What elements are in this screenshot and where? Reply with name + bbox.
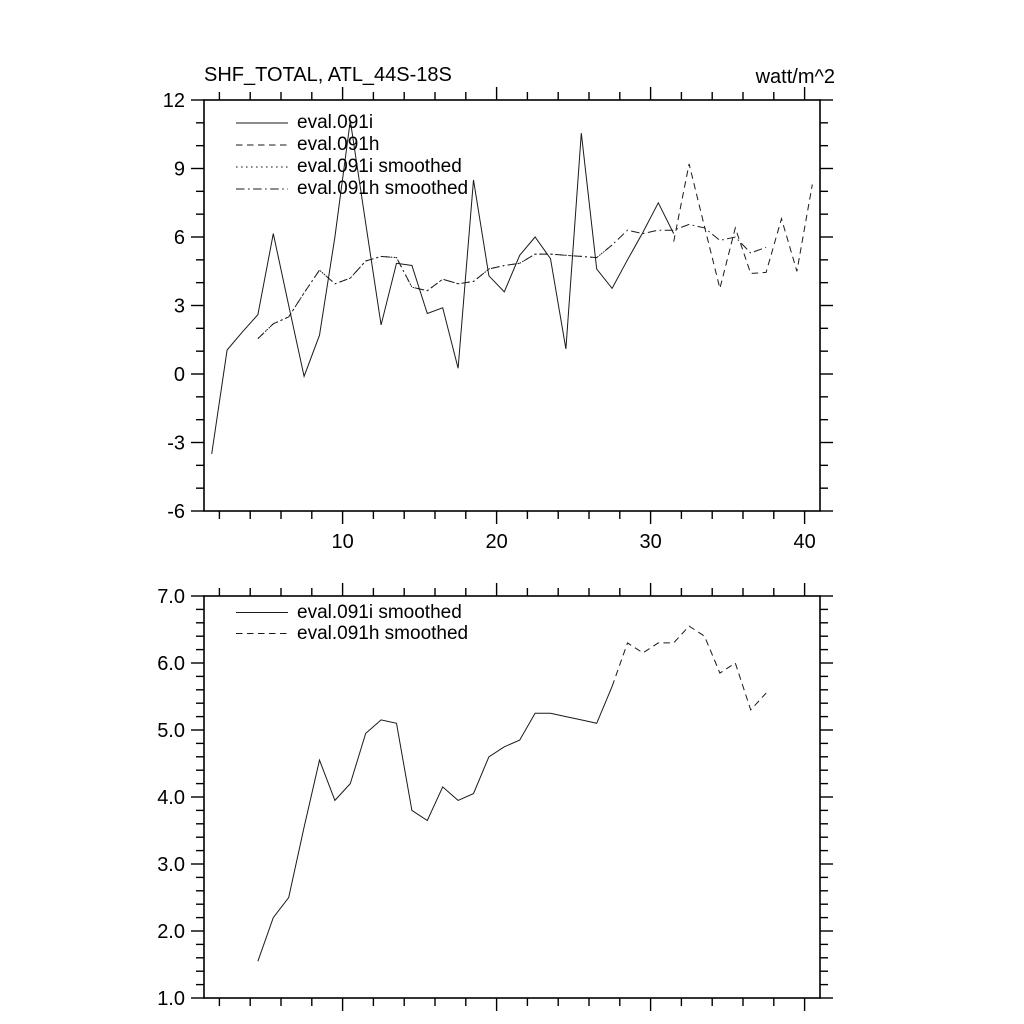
top-chart-y-tick-label: -3 — [167, 432, 185, 455]
bottom-chart-series-eval-091i-smoothed — [258, 686, 612, 961]
top-chart-y-tick-label: -6 — [167, 501, 185, 523]
top-chart-ticks — [191, 87, 833, 524]
top-chart-x-tick-label: 30 — [639, 531, 662, 553]
top-chart-y-tick-label: 12 — [162, 90, 185, 112]
top-chart-series-eval-091i-smoothed — [258, 245, 612, 339]
bottom-chart-border — [204, 596, 820, 998]
bottom-chart-y-tick-label: 7.0 — [157, 586, 185, 608]
top-chart-unit-label: watt/m^2 — [755, 66, 835, 88]
legend-label-eval091i: eval.091i — [297, 112, 374, 133]
bottom-chart-legend — [297, 602, 468, 644]
top-chart-legend-samples — [236, 123, 288, 189]
legend-label-eval091i-smoothed: eval.091i smoothed — [297, 156, 462, 177]
top-chart-title: SHF_TOTAL, ATL_44S-18S — [204, 64, 452, 86]
top-chart-x-tick-label: 40 — [793, 531, 816, 553]
top-chart-legend — [297, 112, 468, 200]
top-chart-x-tick-label: 20 — [485, 531, 508, 553]
bottom-chart-y-tick-label: 4.0 — [157, 787, 185, 809]
top-chart-y-tick-label: 6 — [173, 227, 185, 249]
legend-label-eval091h-smoothed: eval.091h smoothed — [297, 178, 469, 199]
legend-label-eval091h-smoothed: eval.091h smoothed — [297, 623, 469, 644]
top-chart-x-tick-label: 10 — [331, 531, 354, 553]
bottom-chart-y-tick-label: 1.0 — [157, 988, 185, 1010]
top-chart — [163, 87, 833, 553]
bottom-chart-ticks — [191, 583, 833, 1011]
bottom-chart-y-tick-label: 2.0 — [157, 921, 185, 943]
bottom-chart-series-eval-091h-smoothed — [612, 626, 766, 710]
bottom-chart-y-tick-label: 6.0 — [157, 653, 185, 675]
top-chart-tick-labels — [163, 90, 816, 553]
bottom-chart-y-tick-label: 3.0 — [157, 854, 185, 876]
top-chart-y-tick-label: 3 — [173, 295, 185, 318]
bottom-chart-y-tick-label: 5.0 — [157, 720, 185, 742]
top-chart-y-tick-label: 0 — [173, 364, 185, 386]
bottom-chart — [157, 583, 833, 1011]
legend-label-eval091h: eval.091h — [297, 134, 380, 155]
legend-label-eval091i-smoothed: eval.091i smoothed — [297, 602, 462, 623]
top-chart-y-tick-label: 9 — [173, 158, 185, 181]
bottom-chart-legend-samples — [236, 613, 288, 634]
top-chart-series-eval-091h — [674, 164, 813, 289]
bottom-chart-tick-labels — [157, 586, 185, 1010]
